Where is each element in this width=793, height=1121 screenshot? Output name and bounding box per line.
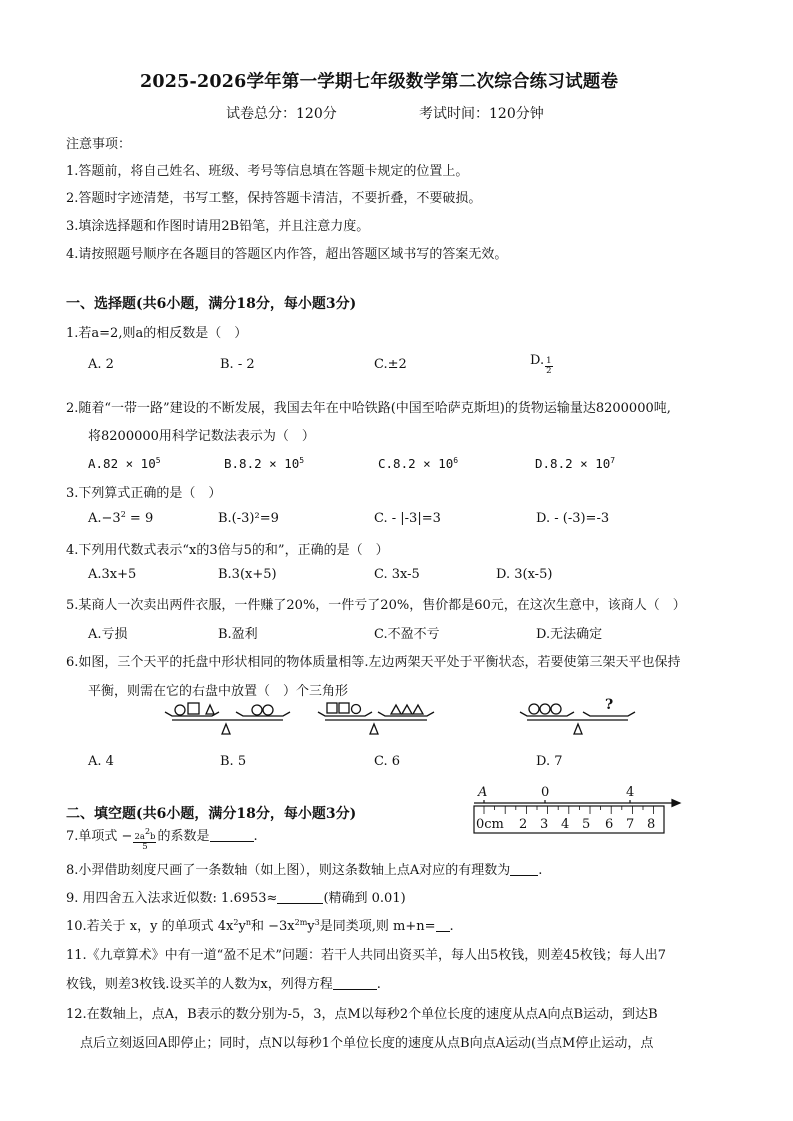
option-b: B. 5: [220, 754, 247, 769]
option-b: B.(-3)²=9: [218, 511, 279, 526]
option-d: D.无法确定: [536, 627, 603, 642]
option-a: A. 2: [88, 357, 114, 372]
option-c: $C.8.2 \times 10^6$: [378, 456, 459, 471]
option-c: C. 6: [374, 754, 401, 769]
ruler-label: 3: [540, 817, 549, 832]
question-stem: 8.小羿借助刻度尺画了一条数轴（如上图），则这条数轴上点A对应的有理数为 .: [66, 863, 543, 878]
question-stem: 1.若a=2,则a的相反数是（ ）: [66, 326, 248, 341]
ruler-label: 0cm: [476, 817, 504, 832]
answer-blank[interactable]: [210, 829, 254, 842]
section-heading-choice: 一、选择题(共6小题，满分18分，每小题3分): [66, 296, 357, 312]
option-a: A. 4: [88, 754, 114, 769]
ruler-label: 5: [582, 817, 591, 832]
question-stem: 12.在数轴上，点A，B表示的数分别为-5，3，点M以每秒2个单位长度的速度从点A向点B运动，到达B: [66, 1007, 658, 1022]
question-stem: 5.某商人一次卖出两件衣服，一件赚了20%，一件亏了20%，售价都是60元，在这次生意中，该商人（ ）: [66, 598, 686, 613]
axis-label-4: 4: [626, 785, 635, 800]
question-stem: 9. 用四舍五入法求近似数: 1.6953≈ (精确到 0.01): [66, 891, 406, 906]
question-mark: ?: [605, 697, 614, 713]
exam-time: 考试时间：120分钟: [419, 106, 544, 122]
option-b: B.3(x+5): [218, 567, 277, 582]
page-title: 2025-2026学年第一学期七年级数学第二次综合练习试题卷: [140, 72, 619, 92]
ruler-label: 6: [605, 817, 614, 832]
balance-1: [165, 703, 290, 734]
ruler-label: 2: [519, 817, 528, 832]
notes-heading: 注意事项：: [66, 137, 132, 152]
balance-3: [520, 704, 635, 734]
option-c: C.±2: [374, 357, 407, 372]
question-stem: 6.如图，三个天平的托盘中形状相同的物体质量相等.左边两架天平处于平衡状态，若要使第三架天平也保持: [66, 655, 681, 670]
option-d: D. 7: [536, 754, 563, 769]
note-item: 2.答题时字迹清楚，书写工整，保持答题卡清洁，不要折叠，不要破损。: [66, 191, 482, 206]
option-d: D. 3(x-5): [496, 567, 553, 582]
option-c: C.不盈不亏: [374, 627, 440, 642]
question-stem-cont: 将8200000用科学记数法表示为（ ）: [88, 429, 315, 444]
answer-blank[interactable]: [436, 919, 450, 932]
section-heading-fill: 二、填空题(共6小题，满分18分，每小题3分): [66, 806, 357, 822]
option-a: $A.82 \times 10^5$: [88, 456, 161, 471]
option-b: $B.8.2 \times 10^5$: [224, 456, 305, 471]
ruler-label: 7: [626, 817, 635, 832]
ruler-label: 8: [647, 817, 656, 832]
note-item: 4.请按照题号顺序在各题目的答题区内作答，超出答题区域书写的答案无效。: [66, 247, 508, 262]
option-a: A.3x+5: [88, 567, 137, 582]
option-c: C. 3x-5: [374, 567, 420, 582]
option-c: C. - |-3|=3: [374, 511, 441, 526]
answer-blank[interactable]: [277, 891, 323, 904]
total-score: 试卷总分：120分: [226, 106, 337, 122]
balance-figure: [0, 695, 793, 755]
option-b: B.盈利: [218, 627, 258, 642]
question-stem: 7.单项式 − $\frac{2a^2b}{5}$ 的系数是 .: [66, 827, 258, 852]
option-d: $D.8.2 \times 10^7$: [535, 456, 616, 471]
question-stem-cont: 点后立刻返回A即停止；同时，点N以每秒1个单位长度的速度从点B向点A运动(当点M停止运动，点: [80, 1036, 654, 1051]
axis-label-a: A: [478, 785, 488, 800]
question-stem-cont: 平衡，则需在它的右盘中放置（ ）个三角形: [88, 684, 349, 699]
answer-blank[interactable]: [333, 977, 377, 990]
balance-2: [318, 703, 434, 734]
question-stem: 3.下列算式正确的是（ ）: [66, 486, 222, 501]
option-a: $A.-3^2 = 9$: [88, 510, 154, 526]
question-stem-cont: 枚钱，则差3枚钱.设买羊的人数为x，列得方程 .: [66, 977, 381, 992]
answer-blank[interactable]: [510, 863, 538, 876]
question-stem: 10.若关于 x，y 的单项式 $4x^2y^n$和 $-3x^{2m}y^3$是同类项,则 m+n= .: [66, 918, 454, 934]
option-a: A.亏损: [88, 627, 128, 642]
note-item: 1.答题前，将自己姓名、班级、考号等信息填在答题卡规定的位置上。: [66, 164, 469, 179]
option-d: D. - (-3)=-3: [536, 511, 610, 526]
ruler-label: 4: [561, 817, 570, 832]
note-item: 3.填涂选择题和作图时请用2B铅笔，并且注意力度。: [66, 219, 370, 234]
axis-label-0: 0: [541, 785, 550, 800]
option-d: D. $\frac{1}{2}$: [530, 353, 552, 376]
question-stem: 11.《九章算术》中有一道“盈不足术”问题：若干人共同出资买羊，每人出5枚钱，则差45枚钱；每人出7: [66, 948, 667, 963]
option-b: B. - 2: [220, 357, 255, 372]
question-stem: 2.随着“一带一路”建设的不断发展，我国去年在中哈铁路(中国至哈萨克斯坦)的货物运输量达8200000吨,: [66, 401, 671, 416]
question-stem: 4.下列用代数式表示“x的3倍与5的和”，正确的是（ ）: [66, 543, 389, 558]
